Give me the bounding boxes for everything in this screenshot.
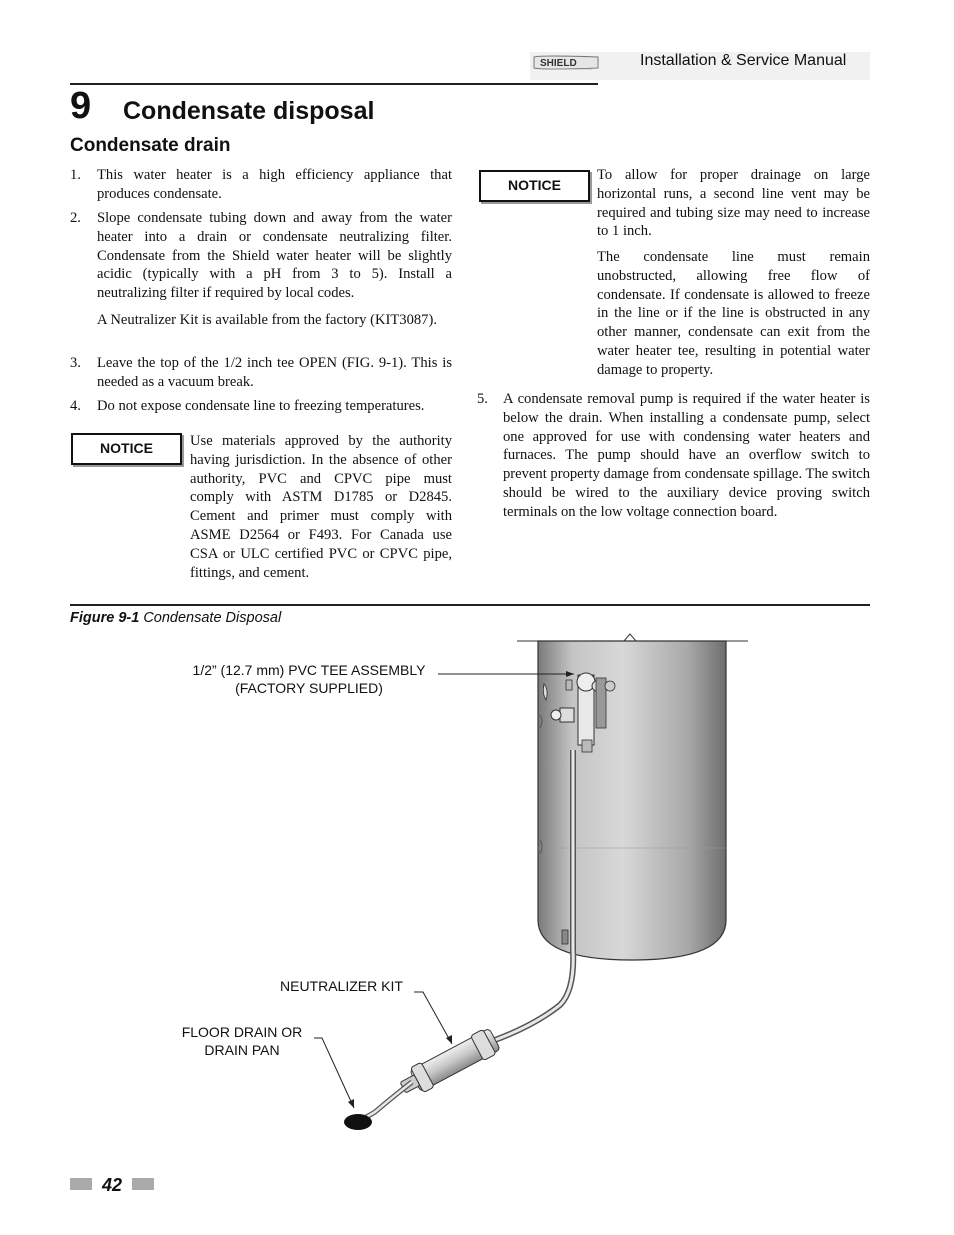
- section-title: Condensate drain: [70, 135, 231, 156]
- item-number: 4.: [70, 398, 81, 414]
- manual-title: Installation & Service Manual: [640, 52, 847, 69]
- list-item: A condensate removal pump is required if the water heater is below the drain. When installing a condensate pump, select one approved for use with condensing water heaters and furnaces. The pump should have an overflow switch to prevent property damage from condensate spillage. The switch should be wired to the auxiliary device proving switch terminals on the low voltage connection board.: [503, 391, 870, 520]
- notice-text: The condensate line must remain unobstructed, allowing free flow of condensate. If condensate is allowed to freeze in the line or if the line is obstructed in any other manner, condensate can exit from the water heater tee, resulting in potential water damage to property.: [597, 249, 870, 378]
- header-rule: [70, 83, 598, 85]
- notice-label: NOTICE: [71, 433, 182, 465]
- item-number: 5.: [477, 391, 488, 407]
- neutralizer-callout: NEUTRALIZER KIT: [280, 978, 403, 994]
- svg-text:SHIELD: SHIELD: [540, 58, 577, 69]
- page-number: 42: [102, 1175, 123, 1195]
- tee-callout-line1: 1/2” (12.7 mm) PVC TEE ASSEMBLY: [192, 662, 426, 678]
- condensate-figure: [0, 620, 954, 1160]
- floor-drain: [344, 1114, 372, 1130]
- drain-callout-line2: DRAIN PAN: [204, 1042, 280, 1058]
- list-item: Do not expose condensate line to freezing temperatures.: [97, 398, 425, 414]
- notice-label: NOTICE: [479, 170, 590, 202]
- list-item: Leave the top of the 1/2 inch tee OPEN (FIG. 9-1). This is needed as a vacuum break.: [97, 355, 452, 390]
- drain-leader: [314, 1038, 354, 1108]
- item-number: 1.: [70, 167, 81, 183]
- page-bar-right: [132, 1178, 154, 1190]
- neutralizer-leader: [414, 992, 452, 1044]
- chapter-title: Condensate disposal: [123, 97, 375, 125]
- list-item: A Neutralizer Kit is available from the factory (KIT3087).: [97, 312, 437, 328]
- notice-text: To allow for proper drainage on large horizontal runs, a second line vent may be required and tubing size may need to increase to 1 inch.: [597, 167, 870, 240]
- figure-rule: [70, 604, 870, 606]
- item-number: 3.: [70, 355, 81, 371]
- notice-text: Use materials approved by the authority having jurisdiction. In the absence of other authority, PVC and CPVC pipe must comply with ASTM D1785 or D2845. Cement and primer must comply with ASME D2564 or F493. For Canada use CSA or ULC certified PVC or CPVC pipe, fittings, and cement.: [190, 433, 452, 581]
- item-number: 2.: [70, 210, 81, 226]
- shield-logo: [532, 54, 600, 72]
- list-item: Slope condensate tubing down and away from the water heater into a drain or condensate neutralizing filter. Condensate from the Shield water heater will be slightly acidic (typically with a pH from 3 to 5). Install a neutralizing filter if required by local codes.: [97, 210, 452, 302]
- list-item: This water heater is a high efficiency appliance that produces condensate.: [97, 167, 452, 202]
- chapter-number: 9: [70, 85, 92, 127]
- figure-caption-text: Condensate Disposal: [143, 610, 282, 626]
- tee-callout-line2: (FACTORY SUPPLIED): [235, 680, 383, 696]
- figure-label: Figure 9-1: [70, 610, 140, 626]
- page-bar-left: [70, 1178, 92, 1190]
- drain-callout-line1: FLOOR DRAIN OR: [181, 1024, 303, 1040]
